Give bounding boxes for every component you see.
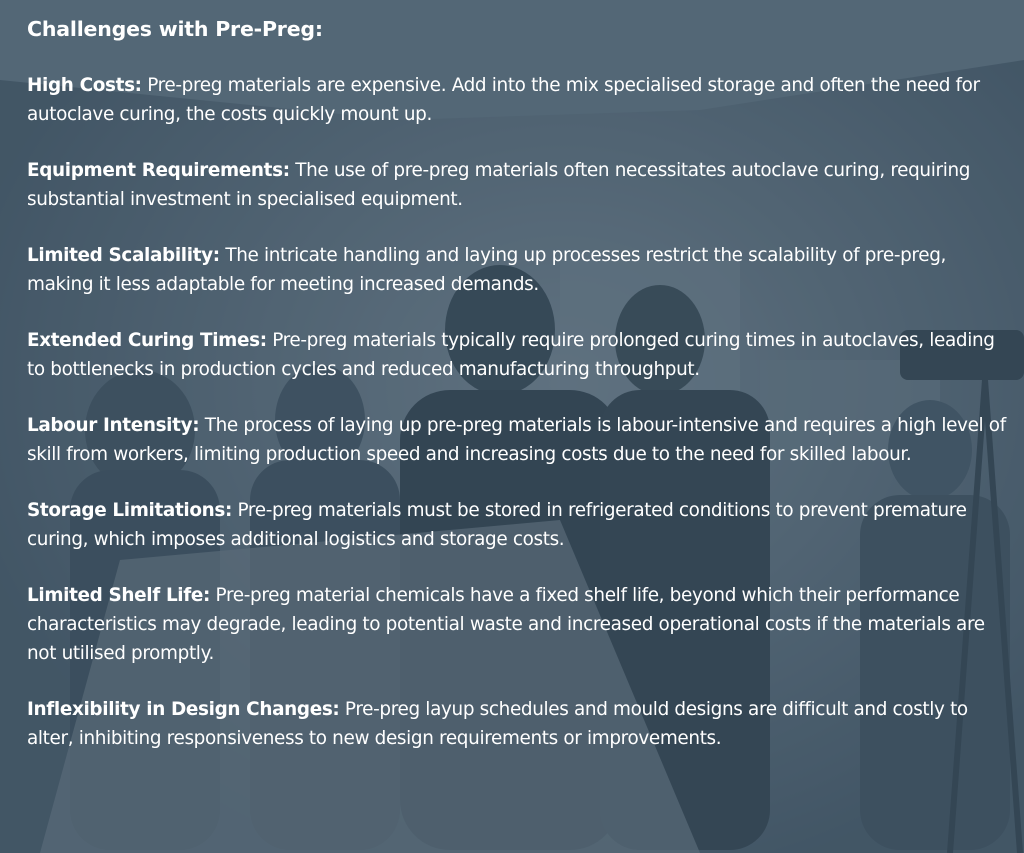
challenge-label: Extended Curing Times: [27,330,267,351]
challenge-text: Pre-preg materials must be stored in refrigerated conditions to prevent premature curing, which imposes additional logistics and storage costs. [27,500,967,550]
challenge-text: Pre-preg material chemicals have a fixed shelf life, beyond which their performance characteristics may degrade, leading to potential waste and increased operational costs if the materials are not utilised promptly. [27,585,985,664]
challenge-text: Pre-preg materials are expensive. Add into the mix specialised storage and often the need for autoclave curing, the costs quickly mount up. [27,75,980,125]
challenge-item [27,695,1012,753]
challenge-item [27,156,1012,214]
challenge-text: The process of laying up pre-preg materials is labour-intensive and requires a high level of skill from workers, limiting production speed and increasing costs due to the need for skilled labour. [27,415,1006,465]
challenge-label: Limited Scalability: [27,245,220,266]
challenge-item [27,71,1012,129]
challenge-text: Pre-preg layup schedules and mould designs are difficult and costly to alter, inhibiting responsiveness to new design requirements or improvements. [27,699,968,749]
challenge-item [27,326,1012,384]
challenge-item [27,411,1012,469]
page-title: Challenges with Pre-Preg: [27,17,323,41]
challenge-item [27,496,1012,554]
challenge-text: Pre-preg materials typically require prolonged curing times in autoclaves, leading to bottlenecks in production cycles and reduced manufacturing throughput. [27,330,995,380]
challenge-text: The intricate handling and laying up processes restrict the scalability of pre-preg, making it less adaptable for meeting increased demands. [27,245,947,295]
challenge-item [27,241,1012,299]
challenge-label: Equipment Requirements: [27,160,290,181]
text-content [27,14,1012,780]
challenge-label: Limited Shelf Life: [27,585,211,606]
challenge-item [27,581,1012,668]
challenge-text: The use of pre-preg materials often necessitates autoclave curing, requiring substantial investment in specialised equipment. [27,160,971,210]
challenge-label: Inflexibility in Design Changes: [27,699,340,720]
challenge-label: High Costs: [27,75,142,96]
challenge-label: Labour Intensity: [27,415,200,436]
challenge-label: Storage Limitations: [27,500,233,521]
